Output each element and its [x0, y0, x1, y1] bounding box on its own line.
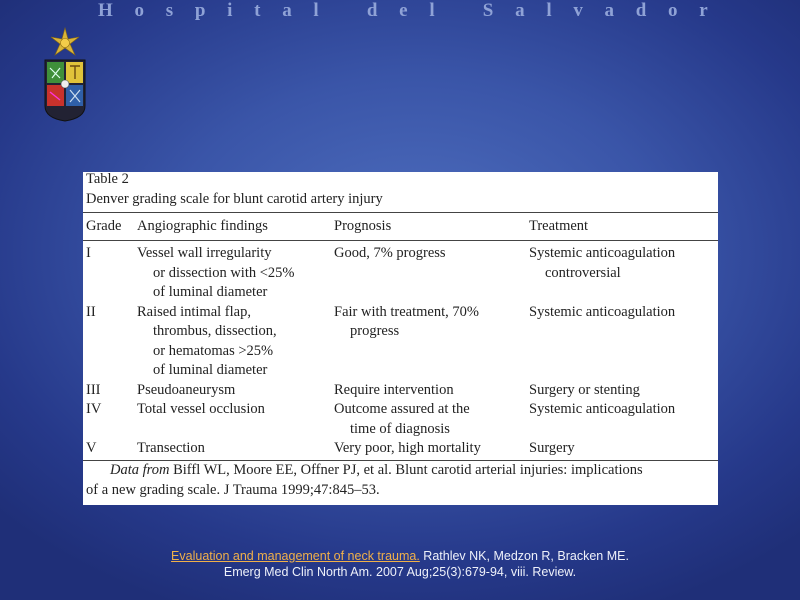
article-link[interactable]: Evaluation and management of neck trauma. [171, 549, 420, 563]
cell-prognosis: progress [350, 323, 400, 339]
cell-prognosis: Fair with treatment, 70% [334, 303, 479, 320]
cell-findings: thrombus, dissection, [153, 323, 277, 339]
title-letter: H [98, 0, 113, 21]
title-letter: t [254, 0, 261, 21]
cell-treatment: Systemic anticoagulation [529, 401, 676, 417]
column-header-prognosis: Prognosis [334, 218, 392, 234]
table-caption [86, 170, 383, 209]
header-bottom-rule [83, 240, 718, 241]
title-letter: e [399, 0, 408, 21]
cell-prognosis: time of diagnosis [350, 420, 450, 437]
cell-prognosis: Very poor, high mortality [334, 440, 481, 456]
title-letter: d [635, 0, 647, 21]
cell-grade: III [86, 381, 101, 398]
reference-citation [0, 548, 800, 580]
cell-findings: Vessel wall irregularity [137, 245, 272, 261]
cell-findings: Transection [137, 440, 205, 456]
title-letter: a [604, 0, 615, 21]
cell-findings: or dissection with <25% [153, 264, 295, 281]
table-number: Table 2 [86, 171, 129, 187]
title-letter: r [699, 0, 708, 21]
cell-findings: or hematomas >25% [153, 342, 274, 359]
cell-treatment: Surgery or stenting [529, 381, 640, 398]
cell-grade: I [86, 245, 91, 261]
citation-source: Emerg Med Clin North Am. 2007 Aug;25(3):679-94, viii. Review. [223, 565, 577, 579]
table-footnote [86, 461, 718, 500]
university-crest-logo [40, 26, 90, 122]
footnote-line-2: of a new grading scale. J Trauma 1999;47:845–53. [86, 481, 380, 498]
title-letter: a [282, 0, 292, 21]
header-top-rule [83, 212, 718, 213]
title-letter: l [429, 0, 435, 21]
footnote-line-1: Biffl WL, Moore EE, Offner PJ, et al. Blunt carotid arterial injuries: implications [173, 462, 643, 478]
cell-treatment: Systemic anticoagulation [529, 245, 676, 261]
title-letter: p [194, 0, 206, 21]
cell-grade: IV [86, 401, 102, 417]
cell-findings: Total vessel occlusion [137, 401, 265, 417]
column-header-findings: Angiographic findings [137, 218, 268, 234]
denver-grading-table [83, 172, 718, 505]
title-letter: s [165, 0, 174, 21]
title-letter: i [227, 0, 233, 21]
title-letter [456, 0, 461, 22]
column-header-treatment: Treatment [529, 218, 589, 234]
title-letter: a [515, 0, 525, 21]
title-letter: o [668, 0, 678, 21]
cell-grade: V [86, 440, 97, 456]
citation-authors: Rathlev NK, Medzon R, Bracken ME. [423, 549, 629, 563]
cell-grade: II [86, 303, 96, 320]
title-letter: l [313, 0, 319, 21]
title-letter [340, 0, 345, 22]
hospital-title [98, 0, 708, 22]
table-title: Denver grading scale for blunt carotid artery injury [86, 190, 383, 207]
cell-findings: of luminal diameter [153, 362, 268, 378]
title-letter: o [134, 0, 144, 21]
title-letter: d [366, 0, 378, 21]
cell-findings: Pseudoaneurysm [137, 381, 236, 398]
cell-prognosis: Outcome assured at the [334, 401, 470, 417]
cell-treatment: Systemic anticoagulation [529, 303, 676, 320]
cell-treatment: Surgery [529, 440, 575, 456]
cell-prognosis: Good, 7% progress [334, 245, 446, 261]
title-letter: l [546, 0, 552, 21]
footnote-italic: Data from [110, 462, 170, 478]
column-header-grade: Grade [86, 218, 122, 234]
cell-findings: Raised intimal flap, [137, 303, 251, 320]
cell-treatment: controversial [545, 264, 621, 281]
cell-prognosis: Require intervention [334, 381, 454, 398]
title-letter: S [482, 0, 494, 21]
cell-findings: of luminal diameter [153, 284, 268, 300]
title-letter: v [573, 0, 583, 21]
